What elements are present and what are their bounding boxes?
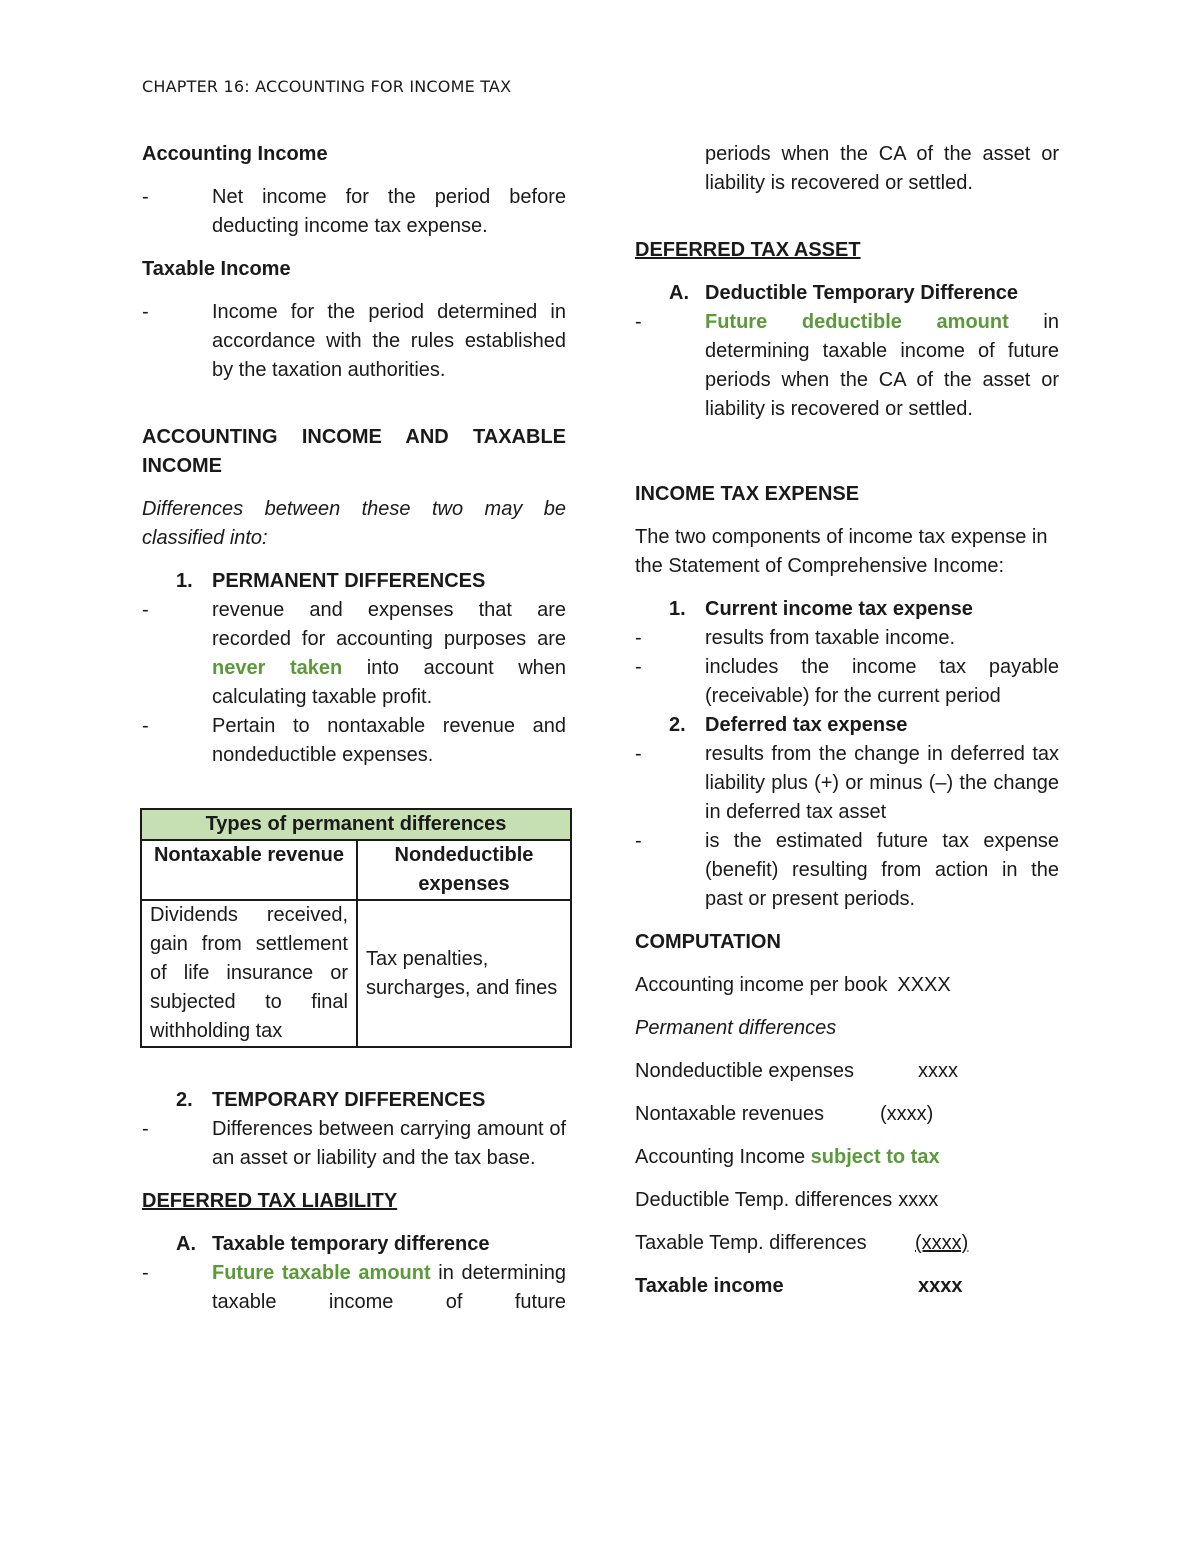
- table-col2-header: Nondeductible expenses: [357, 840, 571, 900]
- dash-marker: -: [142, 599, 149, 621]
- computation-value: (xxxx): [880, 1103, 934, 1125]
- dta-bullet: [635, 308, 1059, 424]
- accounting-income-bullet: [142, 183, 566, 241]
- temporary-differences-heading: [142, 1086, 566, 1115]
- computation-label: Deductible Temp. differences: [635, 1189, 893, 1211]
- computation-row-accounting-income: [635, 971, 1059, 1000]
- future-taxable-amount-highlight: Future taxable amount: [212, 1262, 431, 1284]
- permanent-differences-table: [140, 808, 572, 1048]
- dash-marker: -: [635, 627, 642, 649]
- permanent-differences-heading: [142, 567, 566, 596]
- computation-row-taxable-temp: [635, 1229, 1059, 1258]
- list-number: 2.: [669, 714, 686, 736]
- dta-heading: DEFERRED TAX ASSET: [635, 239, 861, 261]
- dash-marker: -: [142, 301, 149, 323]
- deferred-tax-heading: [635, 711, 1059, 740]
- dta-subheading: [635, 279, 1059, 308]
- text-segment: in determining taxable income of future periods when the CA of the asset or liability is recovered or settled.: [705, 311, 1059, 420]
- dtl-heading: DEFERRED TAX LIABILITY: [142, 1190, 398, 1212]
- dash-marker: -: [142, 1118, 149, 1140]
- permanent-bullet-2: [142, 712, 566, 770]
- dtl-continuation: [635, 140, 1059, 198]
- taxable-income-heading: Taxable Income: [142, 258, 291, 280]
- dtl-bullet-text: [212, 1259, 566, 1317]
- table-col1-body: Dividends received, gain from settlement of life insurance or subjected to final withholding tax: [141, 900, 357, 1047]
- computation-heading: COMPUTATION: [635, 931, 781, 953]
- deferred-tax-title: Deferred tax expense: [705, 714, 908, 736]
- dta-bullet-text: [705, 308, 1059, 424]
- list-number: 1.: [176, 570, 193, 592]
- current-tax-title: Current income tax expense: [705, 598, 973, 620]
- ite-heading: INCOME TAX EXPENSE: [635, 483, 860, 505]
- table-col1-header: Nontaxable revenue: [141, 840, 357, 900]
- text-segment: revenue and expenses that are recorded for accounting purposes are: [212, 599, 566, 650]
- deferred-tax-bullet-1-text: results from the change in deferred tax liability plus (+) or minus (–) the change in deferred tax asset: [705, 743, 1059, 823]
- computation-label: Taxable income: [635, 1275, 784, 1297]
- computation-label: Permanent differences: [635, 1017, 837, 1039]
- left-column: [142, 140, 566, 1317]
- computation-value: xxxx: [918, 1060, 958, 1082]
- subject-to-tax-highlight: subject to tax: [810, 1146, 940, 1168]
- computation-label: Accounting income per book: [635, 974, 888, 996]
- computation-row-nondeductible: [635, 1057, 1059, 1086]
- dtl-subheading: [142, 1230, 566, 1259]
- dtl-continuation-text: periods when the CA of the asset or liability is recovered or settled.: [705, 143, 1059, 194]
- current-tax-heading: [635, 595, 1059, 624]
- ai-ti-heading: ACCOUNTING INCOME AND TAXABLE INCOME: [142, 426, 566, 477]
- temporary-differences-title: TEMPORARY DIFFERENCES: [212, 1089, 486, 1111]
- list-letter: A.: [176, 1233, 196, 1255]
- indent-spacer: [635, 140, 705, 198]
- permanent-differences-title: PERMANENT DIFFERENCES: [212, 570, 486, 592]
- dtl-bullet: [142, 1259, 566, 1317]
- temporary-bullet: [142, 1115, 566, 1173]
- taxable-income-bullet: [142, 298, 566, 385]
- computation-row-taxable-income: [635, 1272, 1059, 1301]
- ite-intro: The two components of income tax expense in the Statement of Comprehensive Income:: [635, 526, 1048, 577]
- computation-label: Nondeductible expenses: [635, 1060, 855, 1082]
- dash-marker: -: [635, 656, 642, 678]
- temporary-bullet-text: Differences between carrying amount of an asset or liability and the tax base.: [212, 1118, 566, 1169]
- accounting-income-heading: Accounting Income: [142, 143, 328, 165]
- deferred-tax-bullet-2: [635, 827, 1059, 914]
- permanent-bullet-1-text: [212, 596, 566, 712]
- list-number: 2.: [176, 1089, 193, 1111]
- computation-row-subject-to-tax: [635, 1143, 1059, 1172]
- text-segment: in determining taxable income of future: [212, 1262, 566, 1313]
- dtl-subheading-title: Taxable temporary difference: [212, 1233, 490, 1255]
- computation-label: Nontaxable revenues: [635, 1103, 825, 1125]
- never-taken-highlight: never taken: [212, 657, 343, 679]
- computation-row-nontaxable: [635, 1100, 1059, 1129]
- computation-value: xxxx: [898, 1189, 939, 1211]
- computation-value: xxxx: [918, 1275, 963, 1297]
- future-deductible-amount-highlight: Future deductible amount: [705, 311, 1009, 333]
- dash-marker: -: [635, 830, 642, 852]
- deferred-tax-bullet-2-text: is the estimated future tax expense (benefit) resulting from action in the past or present periods.: [705, 830, 1059, 910]
- current-tax-bullet-1-text: results from taxable income.: [705, 627, 956, 649]
- dash-marker: -: [142, 186, 149, 208]
- table-col2-body: Tax penalties, surcharges, and fines: [357, 900, 571, 1047]
- dash-marker: -: [635, 311, 642, 333]
- list-number: 1.: [669, 598, 686, 620]
- computation-label: Taxable Temp. differences: [635, 1232, 867, 1254]
- computation-label: Accounting Income: [635, 1146, 811, 1168]
- chapter-title: CHAPTER 16: ACCOUNTING FOR INCOME TAX: [142, 77, 512, 96]
- computation-value: XXXX: [897, 974, 951, 996]
- permanent-bullet-1: [142, 596, 566, 712]
- dash-marker: -: [142, 715, 149, 737]
- dta-subheading-title: Deductible Temporary Difference: [705, 282, 1019, 304]
- ai-ti-intro: Differences between these two may be classified into:: [142, 498, 566, 549]
- permanent-bullet-2-text: Pertain to nontaxable revenue and nondeductible expenses.: [212, 715, 566, 766]
- text-segment: into account when calculating taxable profit.: [212, 657, 566, 708]
- dash-marker: -: [635, 743, 642, 765]
- table-header: Types of permanent differences: [141, 809, 571, 840]
- right-column: [635, 140, 1059, 1301]
- current-tax-bullet-1: [635, 624, 1059, 653]
- list-letter: A.: [669, 282, 689, 304]
- taxable-income-text: Income for the period determined in accordance with the rules established by the taxation authorities.: [212, 301, 566, 381]
- computation-row-permanent: [635, 1014, 1059, 1043]
- dash-marker: -: [142, 1262, 149, 1284]
- current-tax-bullet-2: [635, 653, 1059, 711]
- accounting-income-text: Net income for the period before deducting income tax expense.: [212, 186, 566, 237]
- computation-row-deductible-temp: [635, 1186, 1059, 1215]
- computation-value: (xxxx): [915, 1232, 969, 1254]
- current-tax-bullet-2-text: includes the income tax payable (receivable) for the current period: [705, 656, 1059, 707]
- deferred-tax-bullet-1: [635, 740, 1059, 827]
